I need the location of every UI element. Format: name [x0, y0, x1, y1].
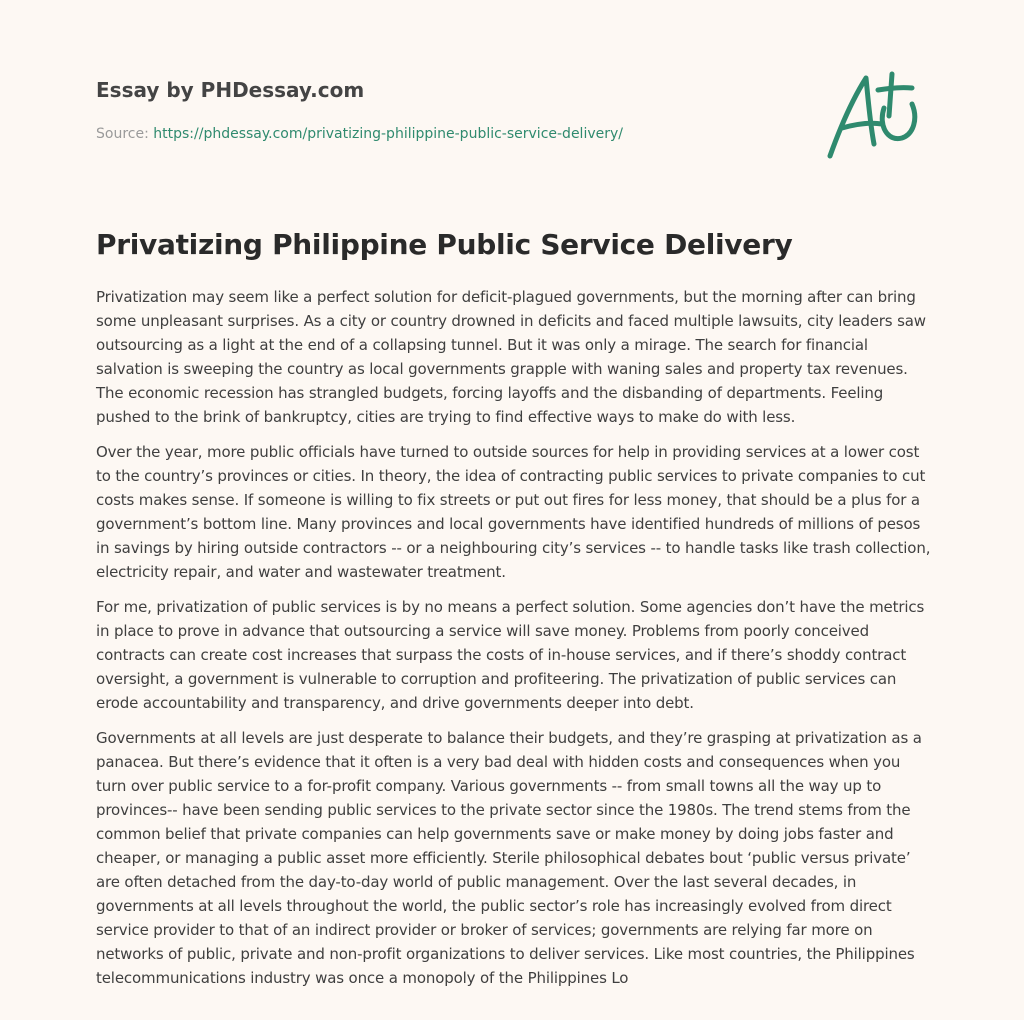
essay-body: [96, 285, 932, 1001]
source-link[interactable]: https://phdessay.com/privatizing-philippine-public-service-delivery/: [153, 126, 623, 142]
source-line: [96, 124, 796, 144]
a-plus-grade-icon: [822, 68, 926, 164]
source-label: Source:: [96, 126, 149, 142]
essay-paragraph: Privatization may seem like a perfect solution for deficit-plagued governments, but the morning after can bring some unpleasant surprises. As a city or country drowned in deficits and faced multiple lawsuits, city leaders saw outsourcing as a light at the end of a collapsing tunnel. But it was only a mirage. The search for financial salvation is sweeping the country as local governments grapple with waning sales and property tax revenues. The economic recession has strangled budgets, forcing layoffs and the disbanding of departments. Feeling pushed to the brink of bankruptcy, cities are trying to find effective ways to make do with less.: [96, 288, 926, 426]
essay-title: Privatizing Philippine Public Service Delivery: [96, 228, 793, 261]
site-brand: Essay by PHDessay.com: [96, 78, 365, 102]
essay-paragraph: Governments at all levels are just desperate to balance their budgets, and they’re grasping at privatization as a panacea. But there’s evidence that it often is a very bad deal with hidden costs and consequences when you turn over public service to a for-profit company. Various governments -- from small towns all the way up to provinces-- have been sending public services to the private sector since the 1980s. The trend stems from the common belief that private companies can help governments save or make money by doing jobs faster and cheaper, or managing a public asset more efficiently. Sterile philosophical debates bout ‘public versus private’ are often detached from the day-to-day world of public management. Over the last several decades, in governments at all levels throughout the world, the public sector’s role has increasingly evolved from direct service provider to that of an indirect provider or broker of services; governments are relying far more on networks of public, private and non-profit organizations to deliver services. Like most countries, the Philippines telecommunications industry was once a monopoly of the Philippines Lo: [96, 729, 922, 987]
essay-paragraph: Over the year, more public officials have turned to outside sources for help in providing services at a lower cost to the country’s provinces or cities. In theory, the idea of contracting public services to private companies to cut costs makes sense. If someone is willing to fix streets or put out fires for less money, that should be a plus for a government’s bottom line. Many provinces and local governments have identified hundreds of millions of pesos in savings by hiring outside contractors -- or a neighbouring city’s services -- to handle tasks like trash collection, electricity repair, and water and wastewater treatment.: [96, 443, 931, 581]
essay-header: [96, 76, 796, 144]
essay-paragraph: For me, privatization of public services is by no means a perfect solution. Some agencies don’t have the metrics in place to prove in advance that outsourcing a service will save money. Problems from poorly conceived contracts can create cost increases that surpass the costs of in-house services, and if there’s shoddy contract oversight, a government is vulnerable to corruption and profiteering. The privatization of public services can erode accountability and transparency, and drive governments deeper into debt.: [96, 598, 925, 712]
